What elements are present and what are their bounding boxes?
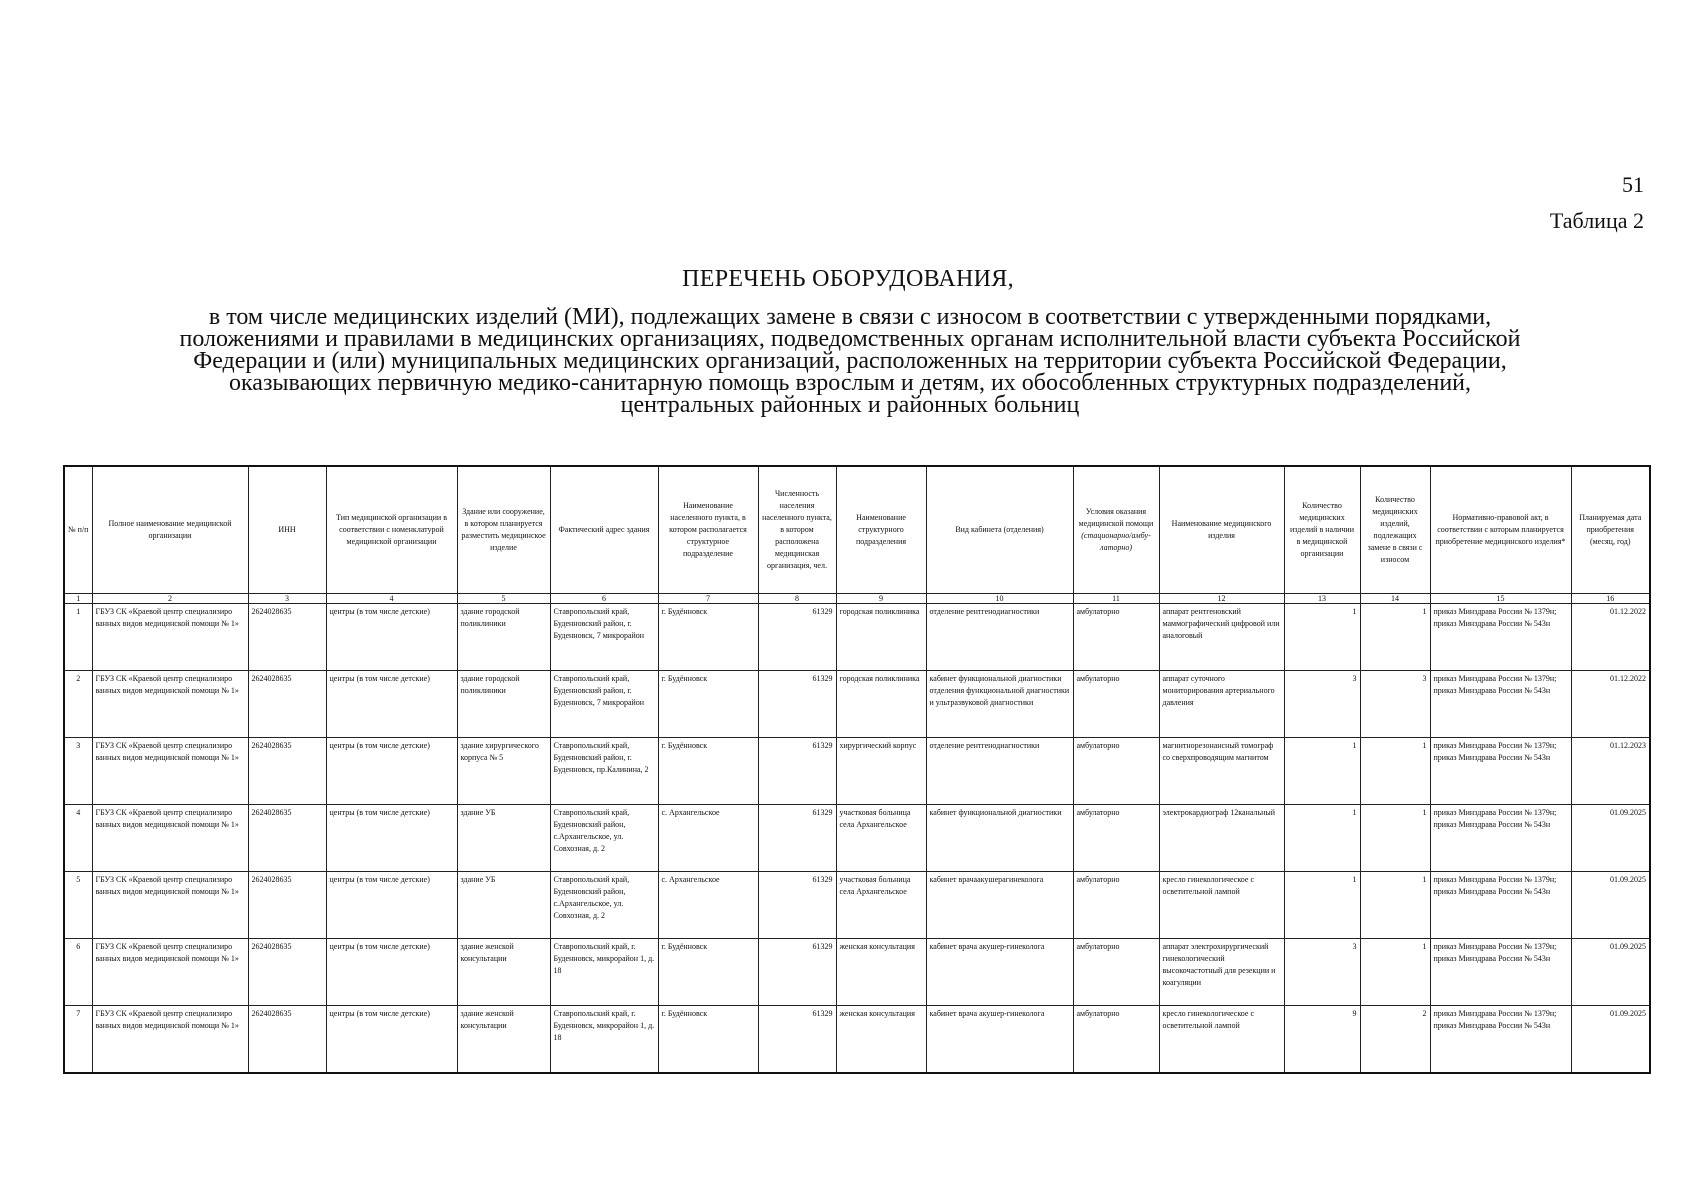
subtitle-line: в том числе медицинских изделий (МИ), подлежащих замене в связи с износом в соответствии с утвержденными порядками, <box>208 304 1492 330</box>
cell-population: 61329 <box>758 738 836 805</box>
cell-org-name: ГБУЗ СК «Краевой центр специализиро ванных видов медицинской помощи № 1» <box>92 872 248 939</box>
table-row <box>64 805 1650 872</box>
column-number: 11 <box>1073 594 1159 604</box>
cell-device-name: магнитнорезонансный томограф со сверхпроводящим магнитом <box>1159 738 1284 805</box>
cell-org-name: ГБУЗ СК «Краевой центр специализиро ванных видов медицинской помощи № 1» <box>92 671 248 738</box>
cell-structural-unit: участковая больница села Архангельское <box>836 872 926 939</box>
cell-cabinet-type: отделение рентгенодиагностики <box>926 604 1073 671</box>
cell-cabinet-type: кабинет врача акушер-гинеколога <box>926 1006 1073 1074</box>
cell-building: здание городской поликлиники <box>457 604 550 671</box>
column-header: Нормативно-правовой акт, в соответствии с которым планируется приобретение медицинского изделия* <box>1430 466 1571 594</box>
cell-population: 61329 <box>758 805 836 872</box>
cell-inn: 2624028635 <box>248 1006 326 1074</box>
table-row <box>64 738 1650 805</box>
cell-org-type: центры (в том числе детские) <box>326 1006 457 1074</box>
table-row <box>64 604 1650 671</box>
column-number: 8 <box>758 594 836 604</box>
subtitle-line: центральных районных и районных больниц <box>620 392 1080 418</box>
cell-legal-act: приказ Минздрава России № 1379н; приказ Минздрава России № 543н <box>1430 604 1571 671</box>
cell-device-name: аппарат электрохирургический гинекологический высокочастотный для резекции и коагуляции <box>1159 939 1284 1006</box>
column-header-conditions <box>1073 466 1159 594</box>
cell-planned-date: 01.12.2023 <box>1571 738 1650 805</box>
cell-org-type: центры (в том числе детские) <box>326 939 457 1006</box>
column-header-note: (стационарно/амбу-латорно) <box>1081 531 1151 552</box>
subtitle-line: положениями и правилами в медицинских организациях, подведомственных органам исполнительной власти субъекта Российской <box>179 326 1521 352</box>
column-header: Наименование населенного пункта, в котором располагается структурное подразделение <box>658 466 758 594</box>
column-header: Фактический адрес здания <box>550 466 658 594</box>
cell-address: Ставропольский край, Буденновский район, г. Буденновск, 7 микрорайон <box>550 604 658 671</box>
cell-care-conditions: амбулаторно <box>1073 805 1159 872</box>
table-row <box>64 939 1650 1006</box>
cell-qty-available: 1 <box>1284 805 1360 872</box>
cell-inn: 2624028635 <box>248 939 326 1006</box>
table-header-row <box>64 466 1650 594</box>
column-header: Здание или сооружение, в котором планируется разместить медицинское изделие <box>457 466 550 594</box>
cell-building: здание УБ <box>457 872 550 939</box>
cell-care-conditions: амбулаторно <box>1073 1006 1159 1074</box>
cell-row-number: 2 <box>64 671 92 738</box>
cell-inn: 2624028635 <box>248 738 326 805</box>
column-number: 6 <box>550 594 658 604</box>
cell-org-type: центры (в том числе детские) <box>326 671 457 738</box>
column-number: 1 <box>64 594 92 604</box>
cell-org-name: ГБУЗ СК «Краевой центр специализиро ванных видов медицинской помощи № 1» <box>92 805 248 872</box>
column-header: Тип медицинской организации в соответствии с номенклатурой медицинской организации <box>326 466 457 594</box>
cell-cabinet-type: кабинет функциональной диагностики отделения функциональной диагностики и ультразвуковой диагностики <box>926 671 1073 738</box>
column-number: 2 <box>92 594 248 604</box>
cell-population: 61329 <box>758 1006 836 1074</box>
cell-structural-unit: участковая больница села Архангельское <box>836 805 926 872</box>
cell-legal-act: приказ Минздрава России № 1379н; приказ Минздрава России № 543н <box>1430 1006 1571 1074</box>
cell-org-type: центры (в том числе детские) <box>326 872 457 939</box>
cell-cabinet-type: кабинет врача акушер-гинеколога <box>926 939 1073 1006</box>
cell-locality: г. Будённовск <box>658 1006 758 1074</box>
cell-locality: с. Архангельское <box>658 872 758 939</box>
cell-qty-available: 1 <box>1284 604 1360 671</box>
cell-address: Ставропольский край, Буденновский район, с.Архангельское, ул. Совхозная, д. 2 <box>550 872 658 939</box>
column-number: 15 <box>1430 594 1571 604</box>
cell-qty-available: 1 <box>1284 738 1360 805</box>
cell-care-conditions: амбулаторно <box>1073 671 1159 738</box>
cell-org-name: ГБУЗ СК «Краевой центр специализиро ванных видов медицинской помощи № 1» <box>92 604 248 671</box>
cell-device-name: кресло гинекологическое с осветительной лампой <box>1159 1006 1284 1074</box>
cell-org-type: центры (в том числе детские) <box>326 604 457 671</box>
cell-planned-date: 01.12.2022 <box>1571 604 1650 671</box>
cell-planned-date: 01.09.2025 <box>1571 1006 1650 1074</box>
column-header: Планируемая дата приобретения (месяц, год) <box>1571 466 1650 594</box>
cell-legal-act: приказ Минздрава России № 1379н; приказ Минздрава России № 543н <box>1430 939 1571 1006</box>
cell-org-type: центры (в том числе детские) <box>326 805 457 872</box>
cell-legal-act: приказ Минздрава России № 1379н; приказ Минздрава России № 543н <box>1430 872 1571 939</box>
column-number: 16 <box>1571 594 1650 604</box>
cell-building: здание УБ <box>457 805 550 872</box>
cell-qty-available: 1 <box>1284 872 1360 939</box>
cell-structural-unit: городская поликлиника <box>836 671 926 738</box>
cell-structural-unit: хирургический корпус <box>836 738 926 805</box>
cell-locality: г. Будённовск <box>658 604 758 671</box>
cell-inn: 2624028635 <box>248 604 326 671</box>
column-header: Численность населения населенного пункта, в котором расположена медицинская организация, чел. <box>758 466 836 594</box>
cell-planned-date: 01.09.2025 <box>1571 939 1650 1006</box>
cell-population: 61329 <box>758 604 836 671</box>
column-number: 7 <box>658 594 758 604</box>
subtitle-line: Федерации и (или) муниципальных медицинских организаций, расположенных на территории субъекта Российской Федерации, <box>193 348 1507 374</box>
cell-device-name: аппарат рентгеновский маммографический цифровой или аналоговый <box>1159 604 1284 671</box>
column-number: 4 <box>326 594 457 604</box>
cell-structural-unit: женская консультация <box>836 939 926 1006</box>
cell-structural-unit: городская поликлиника <box>836 604 926 671</box>
column-header-text: Условия оказания медицинской помощи <box>1078 507 1154 528</box>
cell-qty-available: 9 <box>1284 1006 1360 1074</box>
column-number-row <box>64 594 1650 604</box>
column-header: Наименование медицинского изделия <box>1159 466 1284 594</box>
column-header: ИНН <box>248 466 326 594</box>
cell-population: 61329 <box>758 939 836 1006</box>
cell-inn: 2624028635 <box>248 872 326 939</box>
cell-planned-date: 01.09.2025 <box>1571 872 1650 939</box>
cell-qty-available: 3 <box>1284 939 1360 1006</box>
cell-qty-to-replace: 1 <box>1360 805 1430 872</box>
cell-address: Ставропольский край, г. Буденновск, микрорайон 1, д. 18 <box>550 939 658 1006</box>
cell-qty-to-replace: 1 <box>1360 872 1430 939</box>
page-number: 51 <box>1622 172 1644 197</box>
cell-care-conditions: амбулаторно <box>1073 872 1159 939</box>
subtitle-line: оказывающих первичную медико-санитарную помощь взрослым и детям, их обособленных структурных подразделений, <box>229 370 1471 396</box>
cell-cabinet-type: кабинет функциональной диагностики <box>926 805 1073 872</box>
column-number: 13 <box>1284 594 1360 604</box>
document-title: ПЕРЕЧЕНЬ ОБОРУДОВАНИЯ, <box>682 266 1014 292</box>
table-row <box>64 872 1650 939</box>
cell-row-number: 5 <box>64 872 92 939</box>
cell-qty-to-replace: 3 <box>1360 671 1430 738</box>
cell-legal-act: приказ Минздрава России № 1379н; приказ Минздрава России № 543н <box>1430 738 1571 805</box>
cell-org-type: центры (в том числе детские) <box>326 738 457 805</box>
cell-address: Ставропольский край, Буденновский район, г. Буденновск, 7 микрорайон <box>550 671 658 738</box>
cell-cabinet-type: отделение рентгенодиагностики <box>926 738 1073 805</box>
cell-org-name: ГБУЗ СК «Краевой центр специализиро ванных видов медицинской помощи № 1» <box>92 1006 248 1074</box>
cell-building: здание женской консультации <box>457 1006 550 1074</box>
cell-legal-act: приказ Минздрава России № 1379н; приказ Минздрава России № 543н <box>1430 805 1571 872</box>
cell-qty-to-replace: 1 <box>1360 604 1430 671</box>
cell-inn: 2624028635 <box>248 805 326 872</box>
cell-qty-to-replace: 2 <box>1360 1006 1430 1074</box>
cell-inn: 2624028635 <box>248 671 326 738</box>
equipment-table <box>63 465 1651 1074</box>
cell-row-number: 1 <box>64 604 92 671</box>
cell-device-name: кресло гинекологическое с осветительной лампой <box>1159 872 1284 939</box>
cell-locality: г. Будённовск <box>658 939 758 1006</box>
table-row <box>64 1006 1650 1074</box>
cell-row-number: 6 <box>64 939 92 1006</box>
cell-qty-to-replace: 1 <box>1360 738 1430 805</box>
cell-building: здание женской консультации <box>457 939 550 1006</box>
cell-structural-unit: женская консультация <box>836 1006 926 1074</box>
column-header: Наименование структурного подразделения <box>836 466 926 594</box>
cell-qty-available: 3 <box>1284 671 1360 738</box>
cell-locality: с. Архангельское <box>658 805 758 872</box>
table-row <box>64 671 1650 738</box>
cell-org-name: ГБУЗ СК «Краевой центр специализиро ванных видов медицинской помощи № 1» <box>92 939 248 1006</box>
column-number: 3 <box>248 594 326 604</box>
column-number: 9 <box>836 594 926 604</box>
cell-building: здание хирургического корпуса № 5 <box>457 738 550 805</box>
cell-row-number: 7 <box>64 1006 92 1074</box>
cell-planned-date: 01.12.2022 <box>1571 671 1650 738</box>
cell-cabinet-type: кабинет врачаакушерагинеколога <box>926 872 1073 939</box>
cell-device-name: аппарат суточного мониторирования артериального давления <box>1159 671 1284 738</box>
cell-care-conditions: амбулаторно <box>1073 738 1159 805</box>
cell-care-conditions: амбулаторно <box>1073 939 1159 1006</box>
cell-locality: г. Будённовск <box>658 671 758 738</box>
column-header: № п/п <box>64 466 92 594</box>
cell-row-number: 3 <box>64 738 92 805</box>
cell-population: 61329 <box>758 671 836 738</box>
cell-qty-to-replace: 1 <box>1360 939 1430 1006</box>
cell-device-name: электрокардиограф 12канальный <box>1159 805 1284 872</box>
cell-locality: г. Будённовск <box>658 738 758 805</box>
column-header: Количество медицинских изделий в наличии в медицинской организации <box>1284 466 1360 594</box>
cell-legal-act: приказ Минздрава России № 1379н; приказ Минздрава России № 543н <box>1430 671 1571 738</box>
column-number: 12 <box>1159 594 1284 604</box>
cell-population: 61329 <box>758 872 836 939</box>
table-label: Таблица 2 <box>1549 208 1644 233</box>
cell-planned-date: 01.09.2025 <box>1571 805 1650 872</box>
cell-org-name: ГБУЗ СК «Краевой центр специализиро ванных видов медицинской помощи № 1» <box>92 738 248 805</box>
column-number: 5 <box>457 594 550 604</box>
column-header: Полное наименование медицинской организации <box>92 466 248 594</box>
cell-address: Ставропольский край, Буденновский район, с.Архангельское, ул. Совхозная, д. 2 <box>550 805 658 872</box>
column-header: Вид кабинета (отделения) <box>926 466 1073 594</box>
cell-address: Ставропольский край, Буденновский район, г. Буденновск, пр.Калинина, 2 <box>550 738 658 805</box>
column-header: Количество медицинских изделий, подлежащих замене в связи с износом <box>1360 466 1430 594</box>
cell-building: здание городской поликлиники <box>457 671 550 738</box>
column-number: 10 <box>926 594 1073 604</box>
cell-row-number: 4 <box>64 805 92 872</box>
cell-address: Ставропольский край, г. Буденновск, микрорайон 1, д. 18 <box>550 1006 658 1074</box>
cell-care-conditions: амбулаторно <box>1073 604 1159 671</box>
document-subtitle <box>70 306 1630 416</box>
column-number: 14 <box>1360 594 1430 604</box>
